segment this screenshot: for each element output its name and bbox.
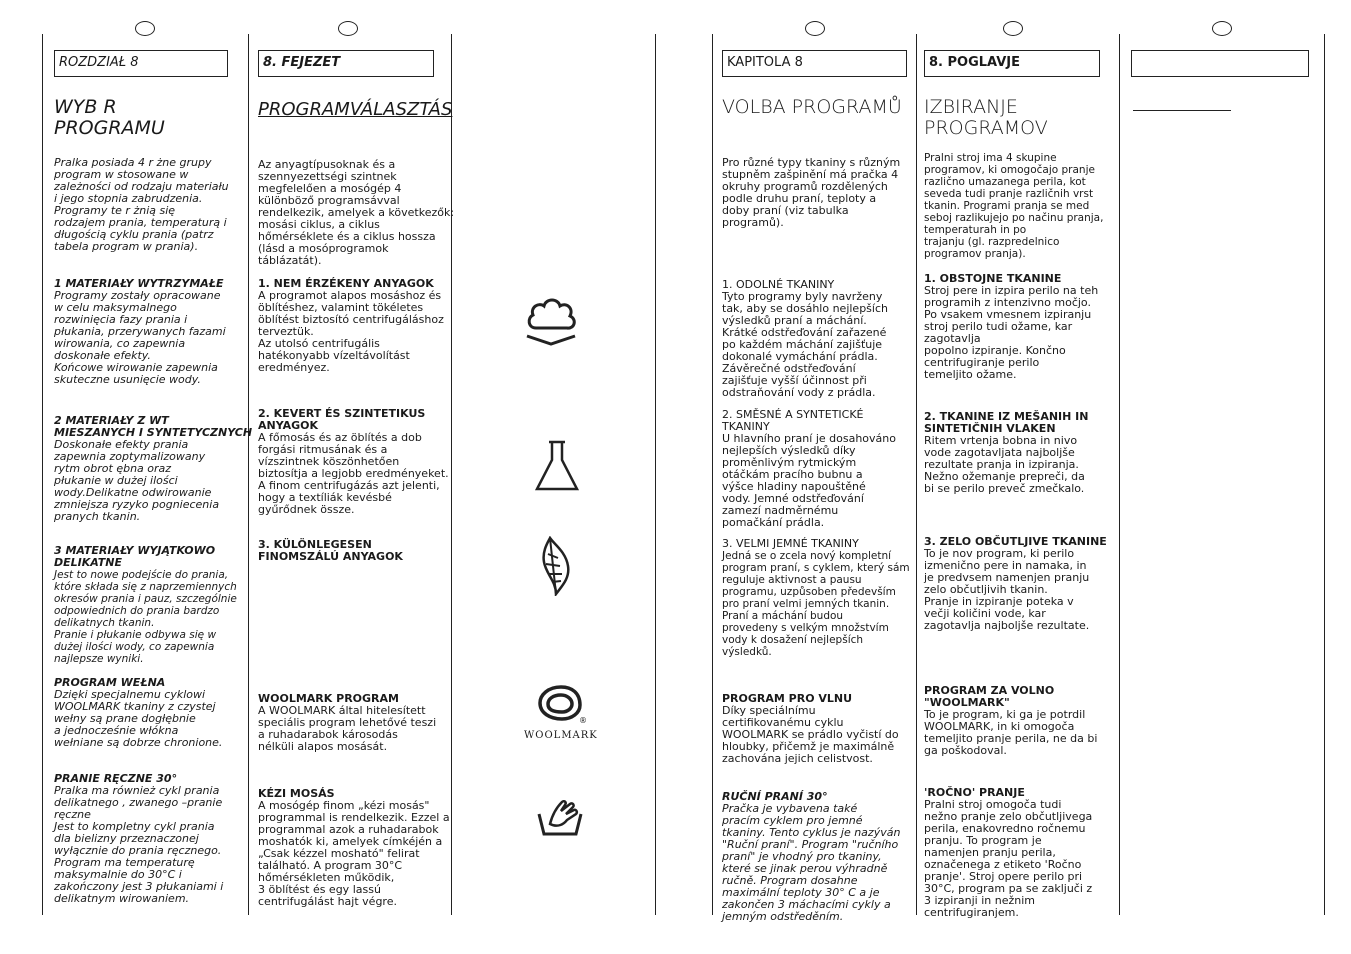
section-head-cz: PROGRAM PRO VLNU: [722, 692, 853, 705]
section-body-cz: Pračka je vybavena také pracím cyklem pro jemné tkaniny. Tento cyklus je nazýván "Ruční praní". Program "ručního praní" je vhodný pro tkaniny, které se jinak perou výhradně ručně. Program dosahne maximální teploty 30° C a je zakončen 3 máchacími cykly a jemným odstředěním.: [722, 802, 901, 923]
page-title-cz: VOLBA PROGRAMŮ: [722, 96, 902, 118]
section-body-pl: Jest to nowe podejście do prania, które składa się z naprzemiennych okresów prania i pauz, szczególnie odpowiednich do prania bardzo delikatnych tkanin. Pranie i płukanie odbywa się w dużej ilości wody, co zapewnia najlepsze wyniki.: [54, 569, 237, 665]
section-body-sl: Stroj pere in izpira perilo na teh programih z intenzivno močjo. Po vsakem vmesnem izpiranju stroj perilo tudi ožame, kar zagotavlja popolno izpiranje. Končno centrifugiranje perilo temeljito ožame.: [924, 284, 1099, 381]
section-head-hu: 1. NEM ÉRZÉKENY ANYAGOK: [258, 277, 434, 290]
section-body-sl: Ritem vrtenja bobna in nivo vode zagotavljata najboljše rezultate pranja in izpiranja. Nežno ožemanje prepreči, da bi se perilo preveč zmečkalo.: [924, 434, 1085, 495]
column-divider: [1119, 34, 1120, 915]
chapter-header-empty: [1131, 50, 1309, 77]
title-underline: [1133, 110, 1231, 111]
section-head-hu: WOOLMARK PROGRAM: [258, 692, 399, 705]
section-head-pl: PRANIE RĘCZNE 30°: [54, 772, 178, 785]
flask-icon: [534, 440, 580, 492]
section-body-sl: To je nov program, ki perilo izmenično pere in namaka, in je predvsem namenjen pranju zelo občutljivih tkanin. Pranje in izpiranje poteka v večji količini vode, kar zagotavlja najboljše rezultate.: [924, 547, 1090, 632]
section-body-pl: Pralka ma również cykl prania delikatnego , zwanego –pranie ręczne Jest to kompletny cykl prania dla bielizny przeznaczonej wyłącznie do prania ręcznego. Program ma temperaturę maksymalnie do 30°C i zakończony jest 3 płukaniami i delikatnym wirowaniem.: [54, 784, 224, 905]
section-body-hu: A főmosás és az öblítés a dob forgási ritmusának és a vízszintnek köszönhetően biztosítja a legjobb eredményeket. A finom centrifugázás azt jelenti, hogy a textíliák kevésbé gyűrődnek össze.: [258, 431, 449, 516]
section-head-sl: 'ROČNO' PRANJE: [924, 786, 1025, 799]
section-head-hu: KÉZI MOSÁS: [258, 787, 335, 800]
circle-marker: [338, 21, 358, 36]
intro-cz: Pro různé typy tkaniny s různým stupněm zašpinění má pračka 4 okruhy programů rozdělených podle druhu praní, teploty a doby praní (viz tabulka programů).: [722, 156, 901, 229]
section-body-hu: A programot alapos mosáshoz és öblítéshez, valamint tökéletes öblítést biztosító centrifugáláshoz terveztük. Az utolsó centrifugális hatékonyabb vízeltávolítást eredményez.: [258, 289, 444, 374]
section-body-cz: U hlavního praní je dosahováno nejlepších výsledků díky proměnlivým rytmickým otáčkám pracího bubnu a výšce hladiny napouštěné vody. Jemné odstřeďování zamezí nadměrnému pomačkání prádla.: [722, 432, 896, 529]
intro-hu: Az anyagtípusoknak és a szennyezettségi szintnek megfelelően a mosógép 4 különböző programsávval rendelkezik, amelyek a következők: mosási ciklus, a ciklus hőmérséklete és a ciklus hossza (lásd a mosóprogramok táblázatát).: [258, 158, 455, 267]
column-divider: [712, 34, 713, 915]
page-title-pl: WYB R PROGRAMU: [54, 96, 165, 139]
chapter-header-sl: 8. POGLAVJE: [924, 50, 1100, 77]
section-head-cz: 3. VELMI JEMNÉ TKANINY: [722, 537, 859, 550]
section-head-hu: 3. KÜLÖNLEGESEN FINOMSZÁLÚ ANYAGOK: [258, 538, 403, 563]
section-body-pl: Doskonałe efekty prania zapewnia zoptymalizowany rytm obrot ębna oraz płukanie w dużej ilości wody.Delikatne odwirowanie zmniejsza ryzyko pogniecenia pranych tkanin.: [54, 438, 220, 523]
section-body-hu: A mosógép finom „kézi mosás" programmal is rendelkezik. Ezzel a programmal azok a ruhadarabok moshatók ki, amelyek címkéjén a „Csak kézzel mosható" felirat található. A program 30°C hőmérsékleten működik, 3 öblítést és egy lassú centrifugálást hajt végre.: [258, 799, 450, 908]
section-head-pl: 1 MATERIAŁY WYTRZYMAŁE: [54, 277, 224, 290]
section-head-cz: 2. SMĚSNÉ A SYNTETICKÉ TKANINY: [722, 408, 864, 433]
column-divider: [655, 34, 656, 915]
section-head-pl: 2 MATERIAŁY Z WT MIESZANYCH I SYNTETYCZNYCH: [54, 414, 253, 439]
circle-marker: [1212, 21, 1232, 36]
registered-mark: ®: [579, 716, 587, 725]
cotton-icon: [522, 292, 580, 348]
section-body-cz: Tyto programy byly navrženy tak, aby se dosáhlo nejlepších výsledků praní a máchání. Krátké odstřeďování zařazené po každém máchání zajišťuje dokonalé vymáchání prádla. Závěrečné odstřeďování zajišťuje vyšší účinnost při odstraňování vody z prádla.: [722, 290, 888, 399]
intro-sl: Pralni stroj ima 4 skupine programov, ki omogočajo pranje različno umazanega perila, kot seveda tudi pranje različnih vrst tkanin. Programi pranja se med seboj razlikujejo po načinu pranja, temperaturah in po trajanju (gl. razpredelnico programov pranja).: [924, 152, 1104, 260]
column-divider: [916, 34, 917, 915]
section-head-sl: 3. ZELO OBČUTLJIVE TKANINE: [924, 535, 1107, 548]
column-divider: [1324, 34, 1325, 915]
section-body-sl: Pralni stroj omogoča tudi nežno pranje zelo občutljivega perila, enakovredno ročnemu pranju. To program je namenjen pranju perila, označenega z etiketo 'Ročno pranje'. Stroj opere perilo pri 30°C, program pa se zaključi z 3 izpiranji in nežnim centrifugiranjem.: [924, 798, 1093, 919]
woolmark-label: WOOLMARK: [524, 730, 598, 741]
section-head-pl: 3 MATERIAŁY WYJĄTKOWO DELIKATNE: [54, 544, 216, 569]
section-head-hu: 2. KEVERT ÉS SZINTETIKUS ANYAGOK: [258, 407, 426, 432]
circle-marker: [1003, 21, 1023, 36]
column-divider: [248, 34, 249, 915]
section-body-cz: Díky speciálnímu certifikovanému cyklu WOOLMARK se prádlo vyčistí do hloubky, přičemž je maximálně zachována jejich celistvost.: [722, 704, 899, 765]
section-head-cz: 1. ODOLNÉ TKANINY: [722, 278, 835, 291]
section-head-sl: 1. OBSTOJNE TKANINE: [924, 272, 1062, 285]
circle-marker: [135, 21, 155, 36]
section-head-cz: RUČNÍ PRANÍ 30°: [722, 790, 828, 803]
column-divider: [42, 34, 43, 915]
circle-marker: [805, 21, 825, 36]
page-title-sl: IZBIRANJE PROGRAMOV: [924, 96, 1048, 139]
chapter-header-cz: KAPITOLA 8: [722, 50, 907, 77]
section-body-pl: Dzięki specjalnemu cyklowi WOOLMARK tkaniny z czystej wełny są prane dogłębnie a jednocześnie włókna wełniane są dobrze chronione.: [54, 688, 223, 749]
chapter-header-hu: 8. FEJEZET: [258, 50, 434, 77]
chapter-header-pl: ROZDZIAŁ 8: [54, 50, 228, 77]
section-head-sl: PROGRAM ZA VOLNO "WOOLMARK": [924, 684, 1055, 709]
section-body-pl: Programy zostały opracowane w celu maksymalnego rozwinięcia fazy prania i płukania, przerywanych fazami wirowania, co zapewnia doskonałe efekty. Końcowe wirowanie zapewnia skuteczne usunięcie wody.: [54, 289, 226, 386]
section-body-cz: Jedná se o zcela nový kompletní program praní, s cyklem, který sám reguluje aktivnost a pausu programu, uzpůsoben především pro praní velmi jemných tkanin. Praní a máchání budou provedeny s velkým množstvím vody k dosažení nejlepších výsledků.: [722, 550, 910, 658]
section-body-hu: A WOOLMARK által hitelesített speciális program lehetővé teszi a ruhadarabok károsodás nélküli alapos mosását.: [258, 704, 437, 753]
intro-pl: Pralka posiada 4 r żne grupy program w stosowane w zależności od rodzaju materiału i jego stopnia zabrudzenia. Programy te r żnią się rodzajem prania, temperaturą i długością cyklu prania (patrz tabela program w prania).: [54, 156, 229, 253]
feather-icon: [536, 536, 578, 596]
section-head-pl: PROGRAM WEŁNA: [54, 676, 166, 689]
section-head-sl: 2. TKANINE IZ MEŠANIH IN SINTETIČNIH VLAKEN: [924, 410, 1089, 435]
hand-wash-icon: [536, 796, 584, 838]
section-body-sl: To je program, ki ga je potrdil WOOLMARK, in ki omogoča temeljito pranje perila, ne da bi ga poškodoval.: [924, 708, 1098, 757]
page-title-hu: PROGRAMVÁLASZTÁS: [258, 99, 453, 120]
